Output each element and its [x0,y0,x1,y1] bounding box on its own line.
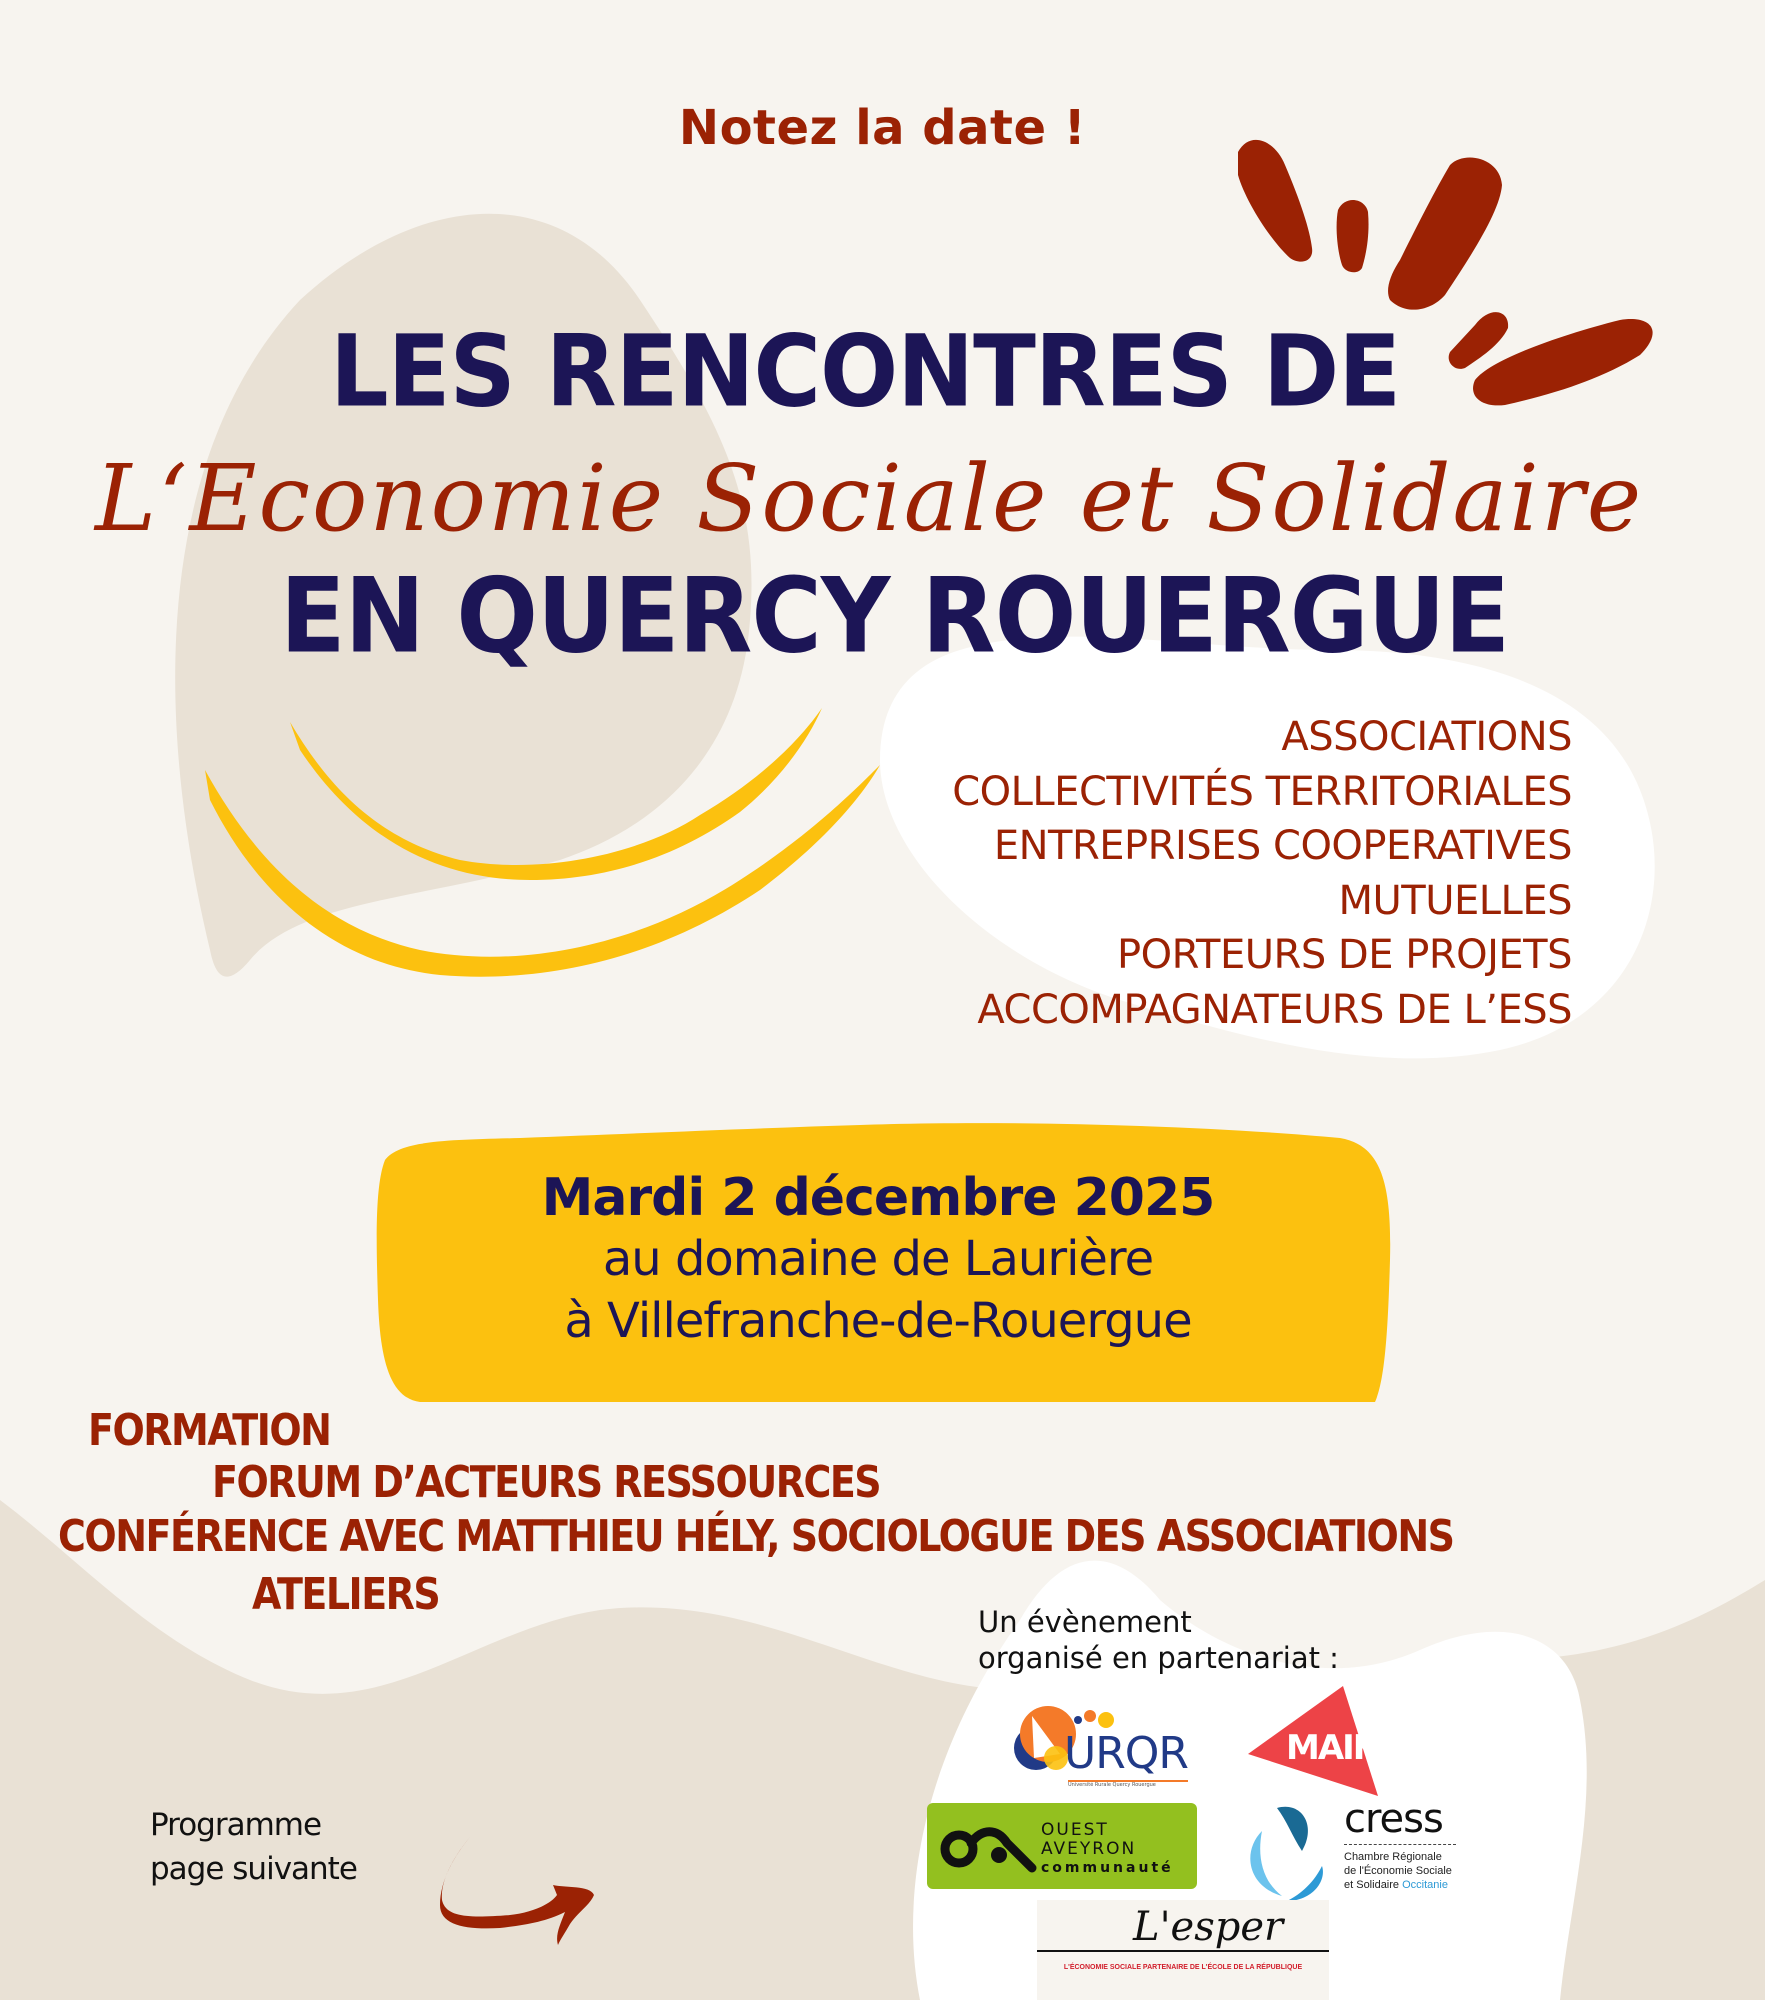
cress-line-1: Chambre Régionale [1344,1851,1442,1863]
event-info-box [372,1130,1384,1400]
lesper-baseline [1037,1950,1329,1952]
urqr-logo-subtitle: Université Rurale Quercy Rouergue [1068,1780,1188,1788]
audience-item: ENTREPRISES COOPERATIVES [993,823,1572,869]
event-date: Mardi 2 décembre 2025 [541,1168,1215,1228]
ouest-aveyron-line-2: AVEYRON [1041,1839,1137,1859]
lesper-logo-name: L'esper [1127,1904,1289,1950]
audience-item: ACCOMPAGNATEURS DE L’ESS [977,986,1572,1033]
title-line-2-script: L‘Economie Sociale et Solidaire [95,445,1644,552]
lesper-logo [1037,1900,1329,2000]
next-page-line-2: page suivante [150,1851,357,1887]
next-page-line-1: Programme [150,1807,322,1843]
ouest-aveyron-line-1: OUEST [1041,1820,1109,1840]
event-venue: au domaine de Laurière [602,1231,1154,1287]
cress-logo-name: cress [1344,1796,1443,1842]
ouest-aveyron-logo [927,1803,1197,1889]
partners-intro-line-1: Un évènement [978,1605,1192,1639]
program-item-formation: FORMATION [88,1404,331,1456]
cress-line-3: et Solidaire [1344,1879,1400,1891]
cress-logo [1232,1796,1472,1906]
urqr-logo [1008,1698,1188,1798]
title-line-3: EN QUERCY ROUERGUE [280,555,1510,677]
save-the-date-kicker: Notez la date ! [678,100,1087,156]
cress-region: Occitanie [1402,1879,1448,1891]
ouest-aveyron-mark-icon [937,1803,1047,1889]
urqr-logo-name: URQR [1064,1728,1188,1779]
cress-divider [1344,1844,1456,1845]
maif-logo [1248,1686,1388,1796]
cress-line-2: de l'Économie Sociale [1344,1865,1452,1877]
audience-item: COLLECTIVITÉS TERRITORIALES [952,768,1572,815]
cress-logo-text [1344,1850,1452,1892]
ouest-aveyron-text [1041,1821,1174,1878]
audience-item: MUTUELLES [1338,877,1572,924]
program-item-forum: FORUM D’ACTEURS RESSOURCES [212,1456,881,1508]
event-city: à Villefranche-de-Rouergue [564,1293,1192,1349]
audience-item: PORTEURS DE PROJETS [1117,932,1572,978]
lesper-logo-subtitle: L'ÉCONOMIE SOCIALE PARTENAIRE DE L'ÉCOLE DE LA RÉPUBLIQUE [1063,1964,1303,1971]
next-page-note [150,1803,357,1891]
program-item-conference: CONFÉRENCE AVEC MATTHIEU HÉLY, SOCIOLOGUE DES ASSOCIATIONS [58,1510,1454,1562]
audience-list [952,710,1572,1037]
ouest-aveyron-line-3: communauté [1041,1860,1174,1876]
maif-logo-name: MAIF [1286,1728,1375,1768]
partners-intro-line-2: organisé en partenariat : [978,1641,1339,1675]
audience-item: ASSOCIATIONS [1281,714,1572,760]
partners-intro [978,1604,1339,1676]
program-item-ateliers: ATELIERS [252,1568,440,1620]
title-line-1: LES RENCONTRES DE [330,313,1401,430]
cress-swirl-icon [1232,1796,1332,1906]
